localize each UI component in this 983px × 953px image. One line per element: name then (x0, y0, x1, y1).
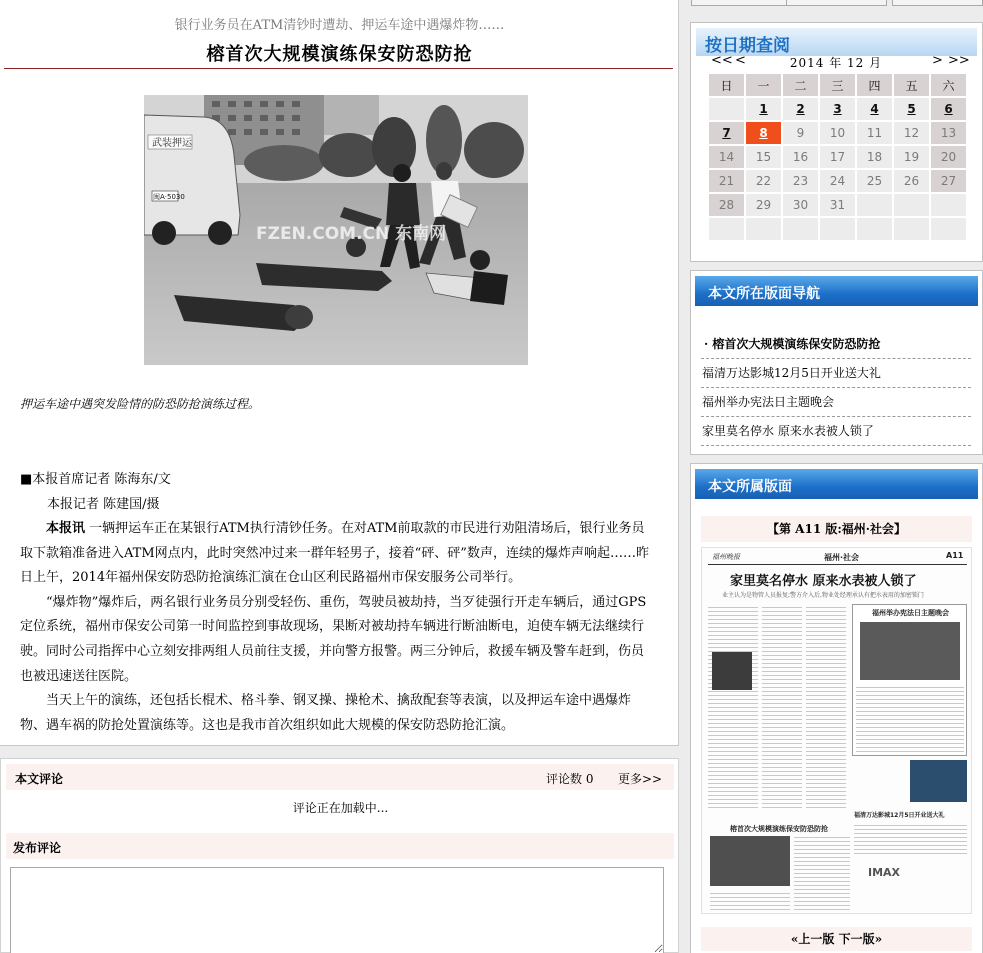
calendar-empty-cell (708, 97, 745, 121)
calendar-day: 13 (930, 121, 967, 145)
calendar-day[interactable]: 7 (708, 121, 745, 145)
thumb-headline: 家里莫名停水 原来水表被人锁了 (730, 574, 917, 589)
thumb-column (856, 686, 964, 752)
calendar-day: 14 (708, 145, 745, 169)
calendar-day: 19 (893, 145, 930, 169)
calendar-day: 18 (856, 145, 893, 169)
comments-loading-text: 评论正在加载中... (292, 801, 389, 815)
weekday-header: 四 (856, 73, 893, 97)
calendar-title: 按日期查阅 (705, 36, 790, 56)
photo-caption: 押运车途中遇突发险情的防恐防抢演练过程。 (20, 397, 261, 411)
calendar-day[interactable]: 1 (745, 97, 782, 121)
thumb-photo (712, 652, 752, 690)
calendar-day: 28 (708, 193, 745, 217)
article-body (20, 517, 652, 738)
calendar-day: 15 (745, 145, 782, 169)
calendar-day: 22 (745, 169, 782, 193)
lead-label: 本报讯 (46, 521, 86, 536)
calendar-day: 10 (819, 121, 856, 145)
tab-stub[interactable] (691, 0, 787, 6)
thumb-rule (708, 564, 967, 565)
prev-year-button[interactable]: << (711, 53, 733, 68)
weekday-header: 一 (745, 73, 782, 97)
thumb-column (806, 604, 846, 808)
thumb-column (710, 890, 790, 910)
prev-month-button[interactable]: < (735, 53, 746, 68)
thumb-photo (860, 622, 960, 680)
tab-stub[interactable] (892, 0, 983, 6)
next-year-button[interactable]: >> (948, 53, 970, 68)
calendar-empty-cell (819, 217, 856, 241)
byline-photographer: 本报记者 陈建国/摄 (47, 497, 160, 512)
post-comment-title: 发布评论 (13, 841, 62, 855)
calendar-day[interactable]: 3 (819, 97, 856, 121)
calendar-day: 21 (708, 169, 745, 193)
calendar-empty-cell (930, 193, 967, 217)
thumb-page: A11 (946, 551, 964, 560)
calendar-empty-cell (856, 193, 893, 217)
calendar-day: 31 (819, 193, 856, 217)
weekday-header: 三 (819, 73, 856, 97)
calendar-day: 20 (930, 145, 967, 169)
calendar-header (696, 28, 977, 56)
edition-title: 本文所属版面 (708, 479, 792, 495)
thumb-ad-text: IMAX (868, 866, 901, 879)
next-edition-link[interactable]: 下一版» (838, 932, 883, 946)
calendar-empty-cell (708, 217, 745, 241)
page-nav-item[interactable]: 家里莫名停水 原来水表被人锁了 (701, 417, 971, 446)
calendar-panel (690, 22, 983, 262)
weekday-header: 五 (893, 73, 930, 97)
calendar-day[interactable]: 4 (856, 97, 893, 121)
page-nav-header (695, 276, 978, 306)
van-sign: 武装押运 (152, 138, 192, 149)
edition-panel (690, 463, 983, 953)
calendar-day: 24 (819, 169, 856, 193)
comment-textarea[interactable] (10, 867, 664, 953)
comment-count (546, 770, 593, 787)
comments-title: 本文评论 (15, 772, 64, 786)
page-nav-item-current[interactable]: · 榕首次大规模演练保安防恐防抢 (701, 330, 971, 359)
comments-panel (0, 758, 679, 953)
page-nav-item[interactable]: 福州举办宪法日主题晚会 (701, 388, 971, 417)
byline-writer: ■本报首席记者 陈海东/文 (20, 472, 171, 487)
comments-more-link[interactable]: 更多>> (618, 772, 663, 786)
weekday-header: 日 (708, 73, 745, 97)
title-divider (4, 68, 673, 69)
calendar-day: 23 (782, 169, 819, 193)
calendar-day: 17 (819, 145, 856, 169)
calendar-empty-cell (893, 217, 930, 241)
thumb-ad (910, 760, 967, 802)
photo-watermark: FZEN.COM.CN 东南网 (256, 224, 447, 244)
calendar-day[interactable]: 5 (893, 97, 930, 121)
page-nav-title: 本文所在版面导航 (708, 286, 820, 302)
prev-edition-link[interactable]: «上一版 (790, 932, 835, 946)
thumb-section: 福州·社会 (824, 553, 860, 562)
calendar-day: 30 (782, 193, 819, 217)
calendar-day: 25 (856, 169, 893, 193)
thumb-column (854, 822, 967, 854)
calendar-empty-cell (782, 217, 819, 241)
article-photo[interactable] (144, 95, 528, 365)
weekday-header: 二 (782, 73, 819, 97)
calendar-year-unit: 年 (829, 56, 843, 70)
article-subtitle: 银行业务员在ATM清钞时遭劫、押运车途中遇爆炸物…… (174, 18, 505, 33)
calendar-day: 27 (930, 169, 967, 193)
article-paragraph (20, 517, 652, 591)
article-paragraph: “爆炸物”爆炸后，两名银行业务员分别受轻伤、重伤，驾驶员被劫持，当歹徒强行开走车辆后，通过GPS定位系统，福州市保安公司第一时间监控到事故现场，果断对被劫持车辆进行断油断电，迫使车辆无法继续行驶。同时公司指挥中心立刻安排两组人员前往支援，并向警方报警。两三分钟后，救援车辆及警车赶到，伤员也被迅速送往医院。 (20, 594, 647, 684)
thumb-story-title: 福州举办宪法日主题晚会 (872, 609, 949, 617)
calendar-day: 16 (782, 145, 819, 169)
calendar-day: 26 (893, 169, 930, 193)
thumb-column (762, 604, 802, 808)
calendar-month-unit: 月 (869, 56, 883, 70)
calendar-grid (708, 73, 967, 241)
thumb-story-title: 福清万达影城12月5日开业送大礼 (854, 812, 945, 819)
comment-count-label: 评论数 (546, 772, 583, 786)
van-plate: 闽A·5030 (153, 193, 185, 201)
edition-pager (701, 927, 972, 951)
weekday-header: 六 (930, 73, 967, 97)
photo-illustration (144, 95, 528, 365)
calendar-day: 12 (893, 121, 930, 145)
calendar-day[interactable]: 6 (930, 97, 967, 121)
calendar-day[interactable]: 2 (782, 97, 819, 121)
calendar-empty-cell (745, 217, 782, 241)
calendar-day-current[interactable]: 8 (745, 121, 782, 145)
page-nav-panel (690, 270, 983, 455)
next-month-button[interactable]: > (932, 53, 943, 68)
calendar-day: 11 (856, 121, 893, 145)
post-comment-header (6, 833, 674, 859)
calendar-day: 9 (782, 121, 819, 145)
paragraph-text: 一辆押运车正在某银行ATM执行清钞任务。在对ATM前取款的市民进行劝阻清场后，银行业务员取下款箱准备进入ATM网点内，此时突然冲过来一群年轻男子，接着“砰、砰”数声，连续的爆炸声响起……昨日上午，2014年福州保安防恐防抢演练汇演在仓山区利民路福州市保安服务公司举行。 (20, 521, 649, 586)
thumb-column (794, 836, 850, 910)
comment-count-value: 0 (585, 772, 594, 786)
calendar-year: 2014 (789, 56, 825, 70)
article-paragraph: 当天上午的演练，还包括长棍术、格斗拳、钢叉操、操枪术、擒敌配套等表演，以及押运车途中遇爆炸物、遇车祸的防抢处置演练等。这也是我市首次组织如此大规模的保安防恐防抢汇演。 (20, 693, 632, 733)
thumb-deck: 业主认为是物管人员报复;警方介入后,物业处经理承认有把水表用的加密锁门 (722, 592, 924, 599)
page-nav-list (701, 330, 971, 446)
thumb-column (708, 604, 758, 808)
calendar-month: 12 (847, 56, 865, 70)
comments-header (6, 764, 674, 790)
edition-thumbnail[interactable] (701, 547, 972, 914)
calendar-empty-cell (930, 217, 967, 241)
thumb-story-title: 榕首次大规模演练保安防恐防抢 (730, 825, 828, 833)
thumb-masthead: 福州晚报 (712, 553, 740, 561)
edition-header (695, 469, 978, 499)
article-title: 榕首次大规模演练保安防恐防抢 (206, 44, 473, 65)
calendar-empty-cell (893, 193, 930, 217)
calendar-day: 29 (745, 193, 782, 217)
edition-label: 【第 A11 版:福州·社会】 (701, 516, 972, 542)
tab-stub[interactable] (786, 0, 887, 6)
page-nav-item[interactable]: 福清万达影城12月5日开业送大礼 (701, 359, 971, 388)
thumb-photo (710, 836, 790, 886)
calendar-empty-cell (856, 217, 893, 241)
